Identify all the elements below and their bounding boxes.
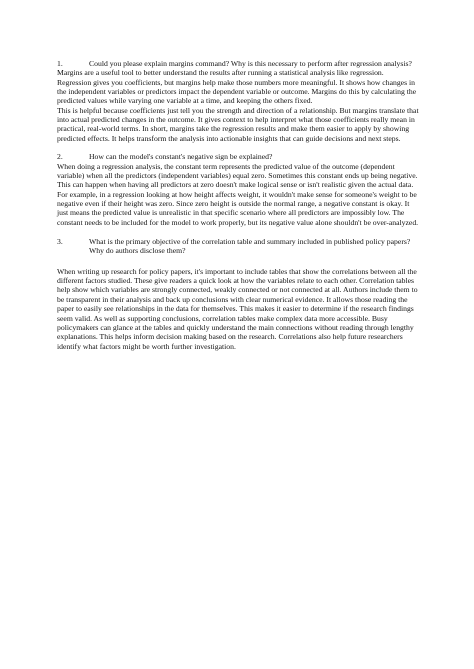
question-number: 3. <box>57 236 63 246</box>
question-2 <box>57 152 419 161</box>
question-number: 2. <box>57 152 63 162</box>
question-number: 1. <box>57 59 63 68</box>
question-text: How can the model's constant's negative sign be explained? <box>89 152 273 162</box>
question-text: Could you please explain margins command? Why is this necessary to perform after regression analysis? <box>89 59 412 68</box>
question-1 <box>57 59 419 68</box>
answer-paragraph: When writing up research for policy papers, it's important to include tables that show the correlations between all the different factors studied. These give readers a quick look at how the variables relate to each other. Correlation tables help show which variables are strongly connected, weakly connected or not connected at all. Authors include them to be transparent in their analysis and back up conclusions with clear numerical evidence. It allows those reading the paper to easily see relationships in the data for themselves. This makes it easier to determine if the research findings seem valid. As well as supporting conclusions, correlation tables make complex data more accessible. Busy policymakers can glance at the tables and quickly understand the main connections without reading through lengthy explanations. This helps inform decision making based on the research. Correlations also help future researchers identify what factors might be worth further investigation. <box>57 266 418 351</box>
answer-paragraph: Margins are a useful tool to better understand the results after running a statistical analysis like regression. Regression gives you coefficients, but margins help make those numbers more meaningful. It shows how changes in the independent variables or predictors impact the dependent variable or outcome. Margins do this by calculating the predicted values while varying one variable at a time, and keeping the others fixed. <box>57 68 417 106</box>
answer-paragraph: When doing a regression analysis, the constant term represents the predicted value of the outcome (dependent variable) when all the predictors (independent variables) equal zero. Sometimes this constant ends up being negative. This can happen when having all predictors at zero doesn't make logical sense or isn't realistic given the actual data. For example, in a regression looking at how height affects weight, it wouldn't make sense for someone's weight to be negative even if their height was zero. Since zero height is outside the normal range, a negative constant is okay. It just means the predicted value is unrealistic in that specific scenario where all predictors are impossibly low. The constant needs to be included for the model to work properly, but its negative value alone shouldn't be over-analyzed. <box>57 161 419 227</box>
answer-paragraph: This is helpful because coefficients just tell you the strength and direction of a relationship. But margins translate that into actual predicted changes in the outcome. It gives context to help interpret what those coefficients really mean in practical, real-world terms. In short, margins take the regression results and make them easier to apply by showing predicted effects. It helps transform the analysis into actionable insights that can guide decisions and next steps. <box>57 105 419 143</box>
document-body <box>57 59 419 351</box>
question-3 <box>57 237 419 256</box>
question-text: What is the primary objective of the correlation table and summary included in published policy papers? Why do authors disclose them? <box>89 236 411 256</box>
